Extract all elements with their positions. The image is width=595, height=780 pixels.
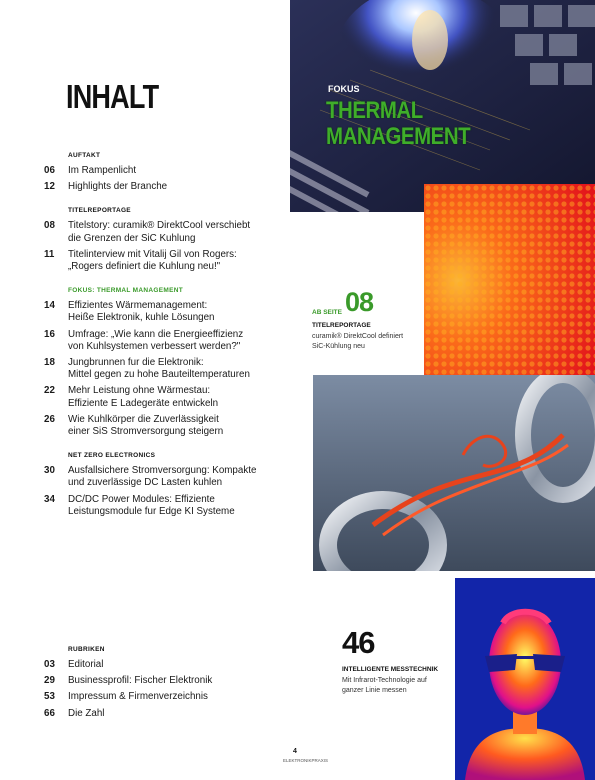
chain-rope-photo[interactable]	[313, 375, 595, 571]
toc-entry[interactable]	[44, 220, 276, 244]
entry-title: DC/DC Power Modules: Effiziente Leistungsmodule fur Edge KI Systeme	[68, 493, 235, 517]
page-number: 53	[44, 691, 55, 703]
table-of-contents	[44, 152, 276, 719]
page-number: 16	[44, 328, 55, 340]
toc-entry[interactable]	[44, 165, 276, 177]
toc-entry[interactable]	[44, 357, 276, 381]
toc-section-netzero	[44, 452, 276, 518]
page-number: 22	[44, 385, 55, 397]
heat-dot-pattern-image[interactable]	[424, 184, 595, 378]
entry-title: Businessprofil: Fischer Elektronik	[68, 675, 213, 687]
feature-title: THERMAL MANAGEMENT	[326, 97, 471, 150]
toc-entry[interactable]	[44, 249, 276, 273]
entry-title: Die Zahl	[68, 707, 105, 719]
section-heading: AUFTAKT	[68, 152, 101, 159]
page-number: 08	[44, 220, 55, 232]
toc-entry[interactable]	[44, 385, 276, 409]
entry-title: Umfrage: „Wie kann die Energieeffizienz von Kuhlsystemen verbessert werden?"	[68, 328, 244, 352]
teaser-description: curamik® DirektCool definiert SiC-Kühlung neu	[312, 333, 404, 350]
entry-title: Impressum & Firmenverzeichnis	[68, 691, 208, 703]
page-number: 30	[44, 465, 55, 477]
page-title: INHALT	[66, 78, 159, 115]
page-number: 14	[44, 300, 55, 312]
entry-title: Editorial	[68, 659, 104, 670]
section-heading: TITELREPORTAGE	[68, 207, 131, 215]
entry-title: Effizientes Wärmemanagement: Heiße Elektronik, kuhle Lösungen	[68, 300, 215, 324]
teaser-page-number: 46	[342, 625, 375, 660]
toc-entry[interactable]	[44, 659, 276, 671]
teaser-page-number: 08	[344, 287, 374, 317]
page-number: 12	[44, 181, 55, 193]
teaser-heading: TITELREPORTAGE	[312, 322, 371, 329]
section-heading: NET ZERO ELECTRONICS	[68, 452, 156, 460]
section-heading: RUBRIKEN	[68, 646, 105, 653]
teaser-description: Mit Infrarot-Technologie auf ganzer Linie messen	[342, 677, 427, 694]
toc-section-titelreportage	[44, 207, 276, 273]
entry-title: Titelinterview mit Vitalij Gil von Rogers: „Rogers definiert die Kuhlung neu!"	[68, 248, 237, 273]
toc-entry[interactable]	[44, 494, 276, 518]
toc-section-rubriken	[44, 646, 276, 724]
toc-section-fokus	[44, 287, 276, 438]
entry-title: Ausfallsichere Stromversorgung: Kompakte und zuverlässige DC Lasten kuhlen	[68, 465, 257, 489]
folio-page-number: 4	[293, 748, 297, 755]
feature-label: FOKUS	[328, 84, 360, 94]
teaser-titelreportage[interactable]	[312, 288, 422, 352]
page-number: 29	[44, 675, 55, 687]
section-heading: FOKUS: THERMAL MANAGEMENT	[68, 287, 183, 295]
page-number: 66	[44, 707, 55, 719]
entry-title: Im Rampenlicht	[68, 165, 137, 176]
toc-entry[interactable]	[44, 181, 276, 193]
entry-title: Jungbrunnen fur die Elektronik: Mittel gegen zu hohe Bauteiltemperaturen	[68, 357, 250, 381]
entry-title: Wie Kuhlkörper die Zuverlässigkeit einer SiS Stromversorgung steigern	[68, 413, 224, 438]
teaser-messtechnik[interactable]	[342, 626, 452, 696]
folio-caption: ELEKTRONIKPRAXIS	[283, 758, 329, 763]
entry-title: Highlights der Branche	[68, 181, 168, 193]
thermal-portrait-image[interactable]	[455, 578, 595, 780]
page-number: 11	[44, 248, 55, 260]
toc-section-auftakt	[44, 152, 276, 193]
entry-title: Mehr Leistung ohne Wärmestau: Effiziente E Ladegeräte entwickeln	[68, 385, 219, 409]
toc-entry[interactable]	[44, 708, 276, 720]
page-number: 06	[44, 165, 55, 176]
entry-title: Titelstory: curamik® DirektCool verschiebt die Grenzen der SiC Kuhlung	[68, 220, 251, 244]
page-number: 34	[44, 493, 55, 505]
page-number: 26	[44, 413, 55, 425]
toc-entry[interactable]	[44, 414, 276, 438]
toc-entry[interactable]	[44, 329, 276, 353]
teaser-heading: INTELLIGENTE MESSTECHNIK	[342, 666, 439, 673]
toc-entry[interactable]	[44, 691, 276, 703]
page-number: 03	[44, 659, 55, 670]
toc-entry[interactable]	[44, 300, 276, 324]
ab-seite-label: AB SEITE	[312, 309, 342, 316]
toc-entry[interactable]	[44, 465, 276, 489]
toc-entry[interactable]	[44, 675, 276, 687]
page-number: 18	[44, 357, 55, 369]
